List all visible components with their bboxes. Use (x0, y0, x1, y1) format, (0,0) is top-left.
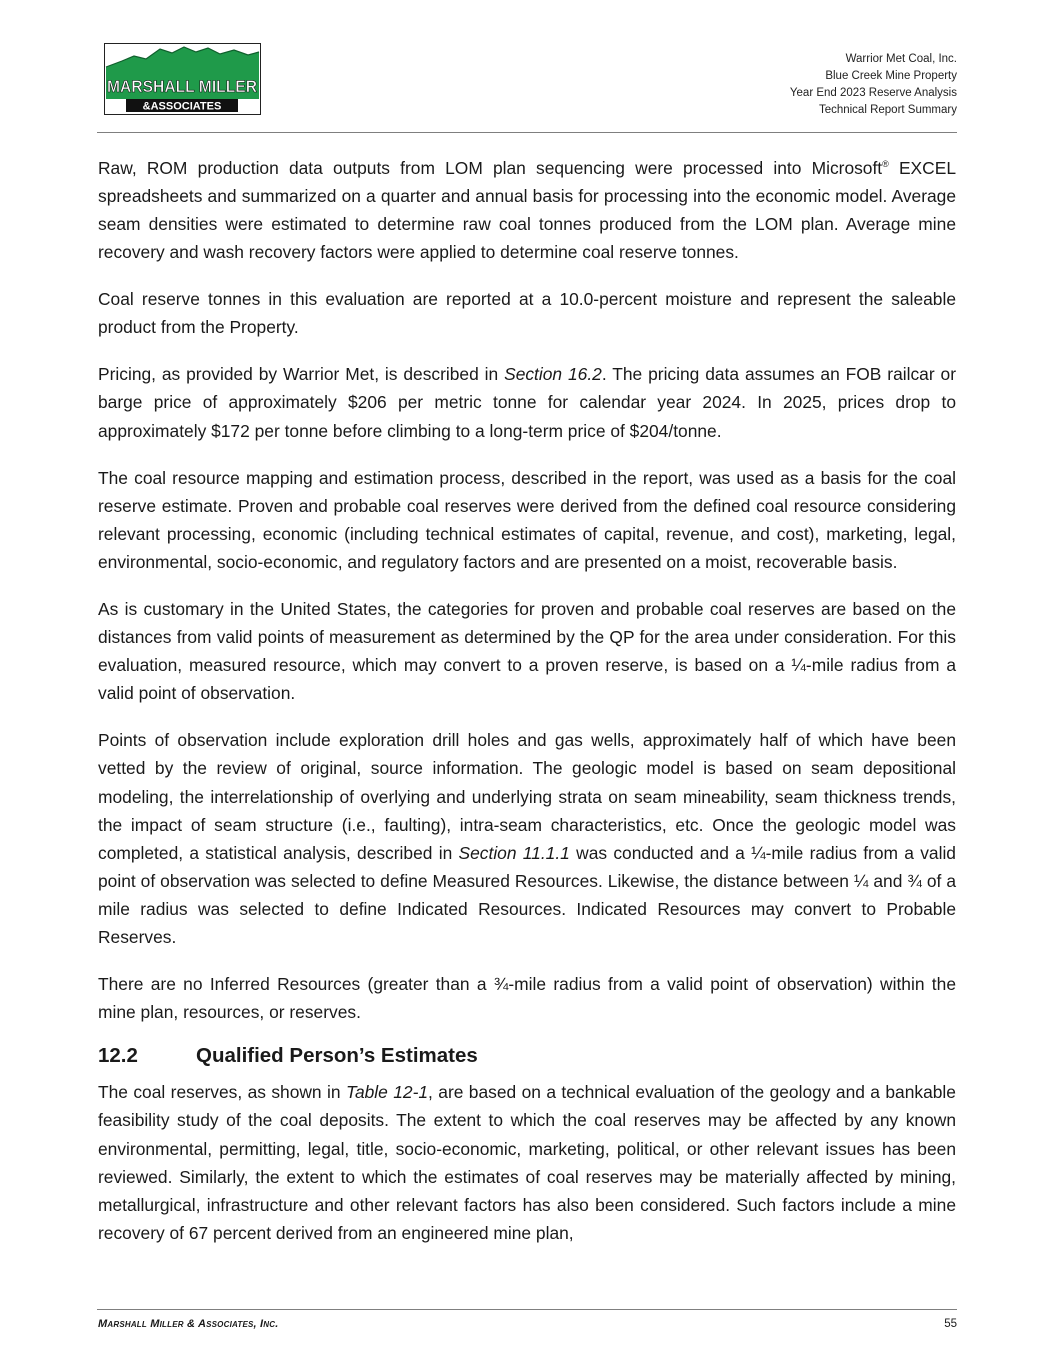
page-body (98, 150, 956, 1266)
paragraph-rom-processing: Raw, ROM production data outputs from LOM plan sequencing were processed into Microsoft® EXCEL spreadsheets and summarized on a quarter and annual basis for processing into the economic model. Average seam densities were estimated to determine raw coal tonnes produced from the LOM plan. Average mine recovery and wash recovery factors were applied to determine coal reserve tonnes. (98, 157, 956, 263)
section-number: 12.2 (98, 1044, 138, 1068)
page-number: 55 (944, 1318, 957, 1330)
header-company: Warrior Met Coal, Inc. (845, 53, 957, 65)
table-reference: Table 12-1 (345, 1082, 429, 1103)
paragraph-moisture: Coal reserve tonnes in this evaluation are reported at a 10.0-percent moisture and represent the saleable product from the Property. (98, 289, 956, 338)
paragraph-inferred-resources: There are no Inferred Resources (greater than a ¾-mile radius from a valid point of observation) within the mine plan, resources, or reserves. (98, 974, 956, 1023)
footer-company: Marshall Miller & Associates, Inc. (98, 1318, 279, 1330)
header-report: Year End 2023 Reserve Analysis (789, 87, 957, 99)
footer-divider (97, 1309, 957, 1310)
document-header-info (790, 51, 957, 119)
section-heading (98, 1042, 956, 1070)
logo-wordmark: MARSHALL MILLER (107, 77, 257, 96)
section-reference: Section 11.1.1 (458, 842, 570, 863)
paragraph-qp-estimates: The coal reserves, as shown in Table 12-1, are based on a technical evaluation of the geology and a bankable feasibility study of the coal deposits. The extent to which the coal reserves may be affected by any known environmental, permitting, legal, title, socio-economic, marketing, political, or other relevant issues has been reviewed. Similarly, the extent to which the estimates of coal reserves may be materially affected by mining, metallurgical, infrastructure and other relevant factors has also been considered. Such factors include a mine recovery of 67 percent derived from an engineered mine plan, (98, 1082, 956, 1243)
header-property: Blue Creek Mine Property (825, 70, 957, 82)
header-type: Technical Report Summary (818, 104, 957, 116)
paragraph-points-of-observation: Points of observation include exploration drill holes and gas wells, approximately half of which have been vetted by the review of original, source information. The geologic model is based on seam depositional modeling, the interrelationship of overlying and underlying strata on seam mineability, seam thickness trends, the impact of seam structure (i.e., faulting), intra-seam characteristics, etc. Once the geologic model was completed, a statistical analysis, described in Section 11.1.1 was conducted and a ¼-mile radius from a valid point of observation was selected to define Measured Resources. Likewise, the distance between ¼ and ¾ of a mile radius was selected to define Indicated Resources. Indicated Resources may convert to Probable Reserves. (98, 730, 956, 948)
section-reference: Section 16.2 (504, 364, 602, 385)
logo-associates: &ASSOCIATES (142, 100, 222, 113)
paragraph-pricing: Pricing, as provided by Warrior Met, is described in Section 16.2. The pricing data assumes an FOB railcar or barge price of approximately $206 per metric tonne for calendar year 2024. In 2025, prices drop to approximately $172 per tonne before climbing to a long-term price of $204/tonne. (98, 364, 956, 441)
paragraph-estimation-process: The coal resource mapping and estimation process, described in the report, was used as a basis for the coal reserve estimate. Proven and probable coal reserves were derived from the defined coal resource considering relevant processing, economic (including technical estimates of capital, revenue, and cost), marketing, legal, environmental, socio-economic, and regulatory factors and are presented on a moist, recoverable basis. (98, 467, 956, 572)
header-divider (97, 132, 957, 133)
section-title: Qualified Person’s Estimates (196, 1044, 478, 1068)
paragraph-categories: As is customary in the United States, the categories for proven and probable coal reserves are based on the distances from valid points of measurement as determined by the QP for the area under consideration. For this evaluation, measured resource, which may convert to a proven reserve, is based on a ¼-mile radius from a valid point of observation. (98, 599, 956, 704)
company-logo (104, 43, 261, 115)
